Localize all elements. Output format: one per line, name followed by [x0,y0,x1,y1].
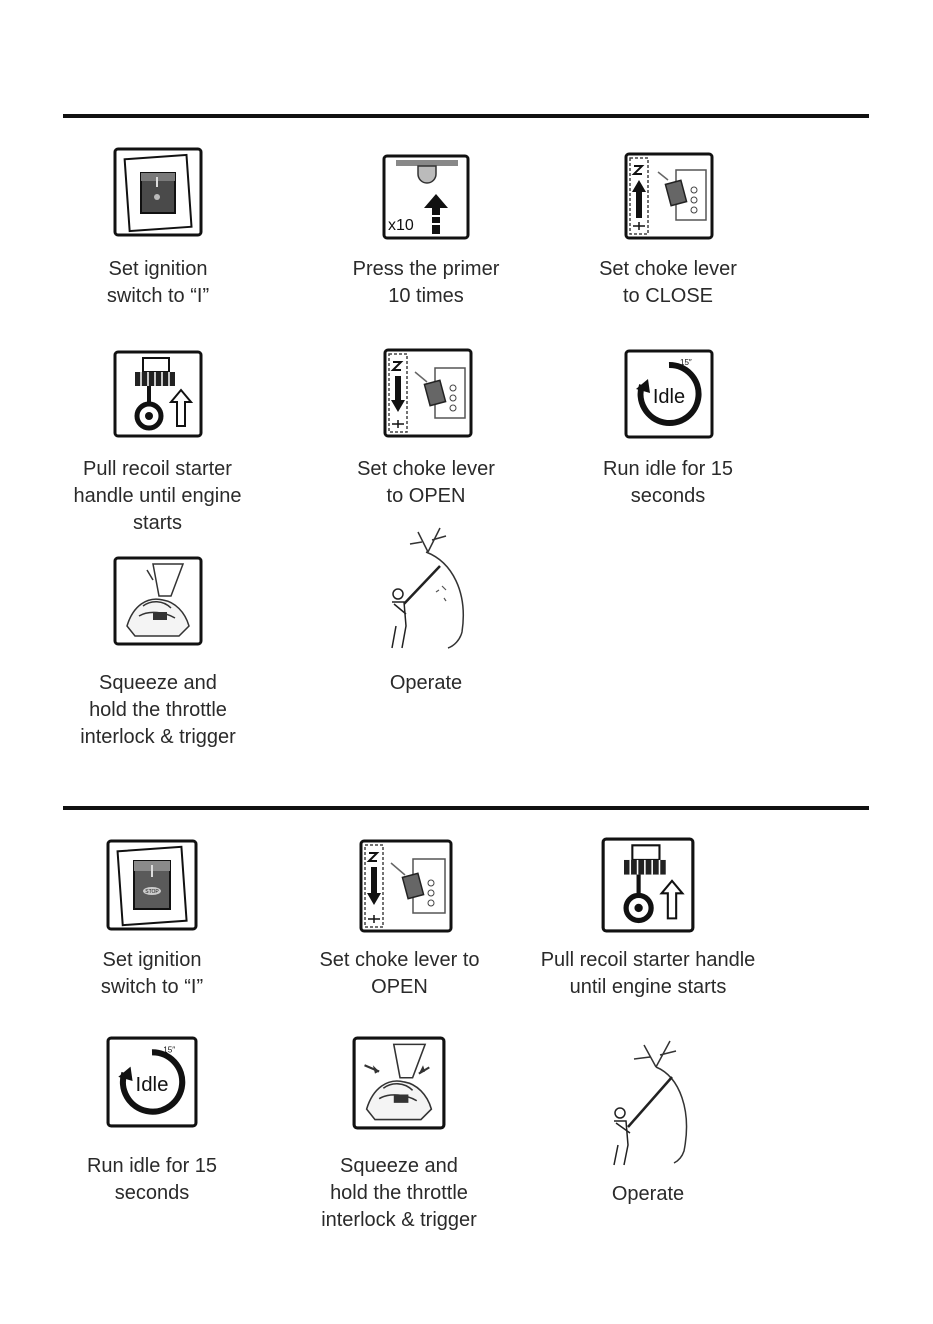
step-caption: Set choke lever to OPEN [357,458,495,507]
ignition-switch-icon [113,147,203,237]
step-caption: Operate [611,1183,685,1205]
step-caption: Set ignition switch to “I” [100,949,204,998]
idle-timer-icon [106,1036,198,1128]
step-caption: Press the primer 10 times [352,258,500,307]
throttle-trigger-icon [352,1036,446,1130]
recoil-starter-icon [601,837,695,933]
svg-text:Idle: Idle [135,1073,169,1097]
step-caption: Set choke lever to OPEN [319,949,480,998]
ignition-switch-stop-icon [106,839,198,931]
svg-text:Idle: Idle [652,386,686,408]
step-caption: Pull recoil starter handle until engine starts [540,949,756,998]
choke-open-icon [359,839,453,933]
step-caption: Pull recoil starter handle until engine starts [73,458,242,534]
svg-text:15″: 15″ [163,1045,176,1055]
step-caption: Run idle for 15 seconds [602,458,734,507]
operator-pruning-icon [382,522,474,654]
step-caption: Set ignition switch to “I” [106,258,210,307]
primer-bulb-icon [382,154,470,240]
idle-timer-icon [624,349,714,439]
section-divider [63,806,869,810]
step-caption: Squeeze and hold the throttle interlock & trigger [321,1155,477,1231]
throttle-trigger-icon [113,556,203,646]
step-caption: Set choke lever to CLOSE [599,258,737,307]
step-caption: Run idle for 15 seconds [86,1155,218,1204]
step-caption: Operate [389,672,463,694]
svg-text:15″: 15″ [680,358,692,367]
svg-text:STOP: STOP [145,889,159,895]
svg-text:x10: x10 [388,217,414,234]
operator-pruning-icon [604,1036,696,1170]
choke-close-icon [624,152,714,240]
section-divider [63,114,869,118]
choke-open-icon [383,348,473,438]
step-caption: Squeeze and hold the throttle interlock & trigger [80,672,236,748]
recoil-starter-icon [113,350,203,438]
